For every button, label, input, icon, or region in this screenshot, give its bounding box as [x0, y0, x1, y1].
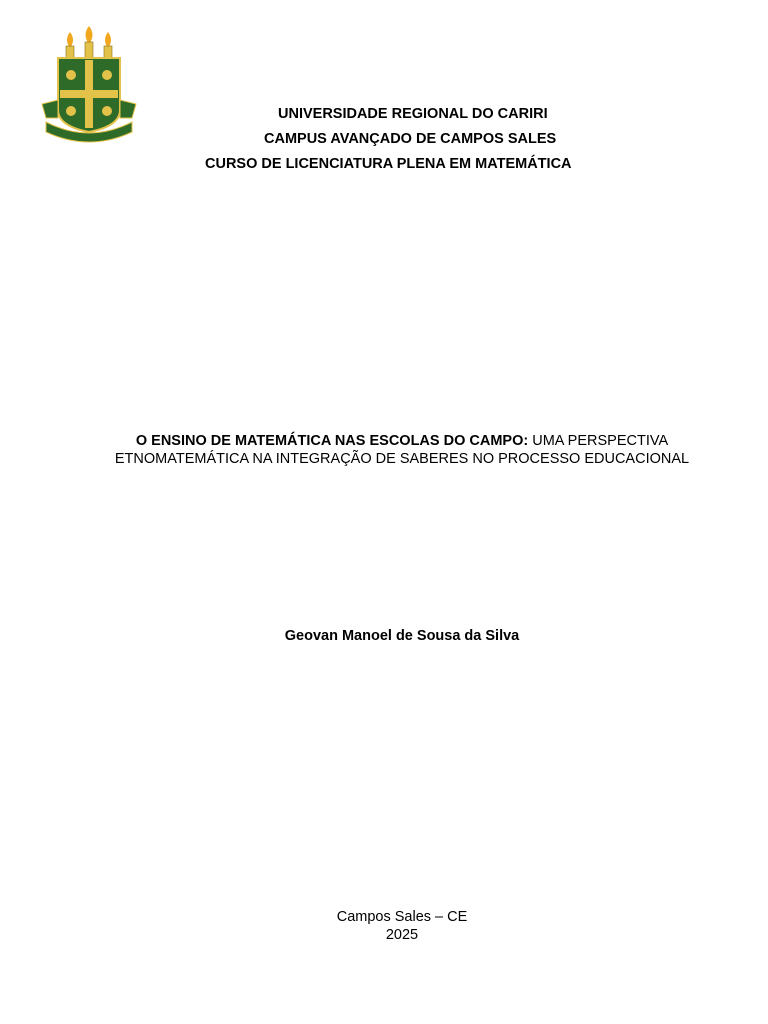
- university-name: UNIVERSIDADE REGIONAL DO CARIRI: [278, 106, 548, 122]
- year: 2025: [385, 927, 419, 943]
- campus-name: CAMPUS AVANÇADO DE CAMPOS SALES: [264, 131, 557, 147]
- place: Campos Sales – CE: [336, 909, 468, 925]
- document-title: [90, 432, 714, 468]
- author-name: Geovan Manoel de Sousa da Silva: [284, 628, 520, 644]
- title-main: O ENSINO DE MATEMÁTICA NAS ESCOLAS DO CAMPO:: [135, 433, 529, 449]
- course-name: CURSO DE LICENCIATURA PLENA EM MATEMÁTICA: [205, 156, 572, 172]
- torch-icon: [66, 26, 112, 58]
- university-logo: [40, 22, 138, 150]
- title-subtitle: UMA PERSPECTIVA ETNOMATEMÁTICA NA INTEGRAÇÃO DE SABERES NO PROCESSO EDUCACIONAL: [114, 433, 690, 467]
- place-and-year: [0, 908, 768, 944]
